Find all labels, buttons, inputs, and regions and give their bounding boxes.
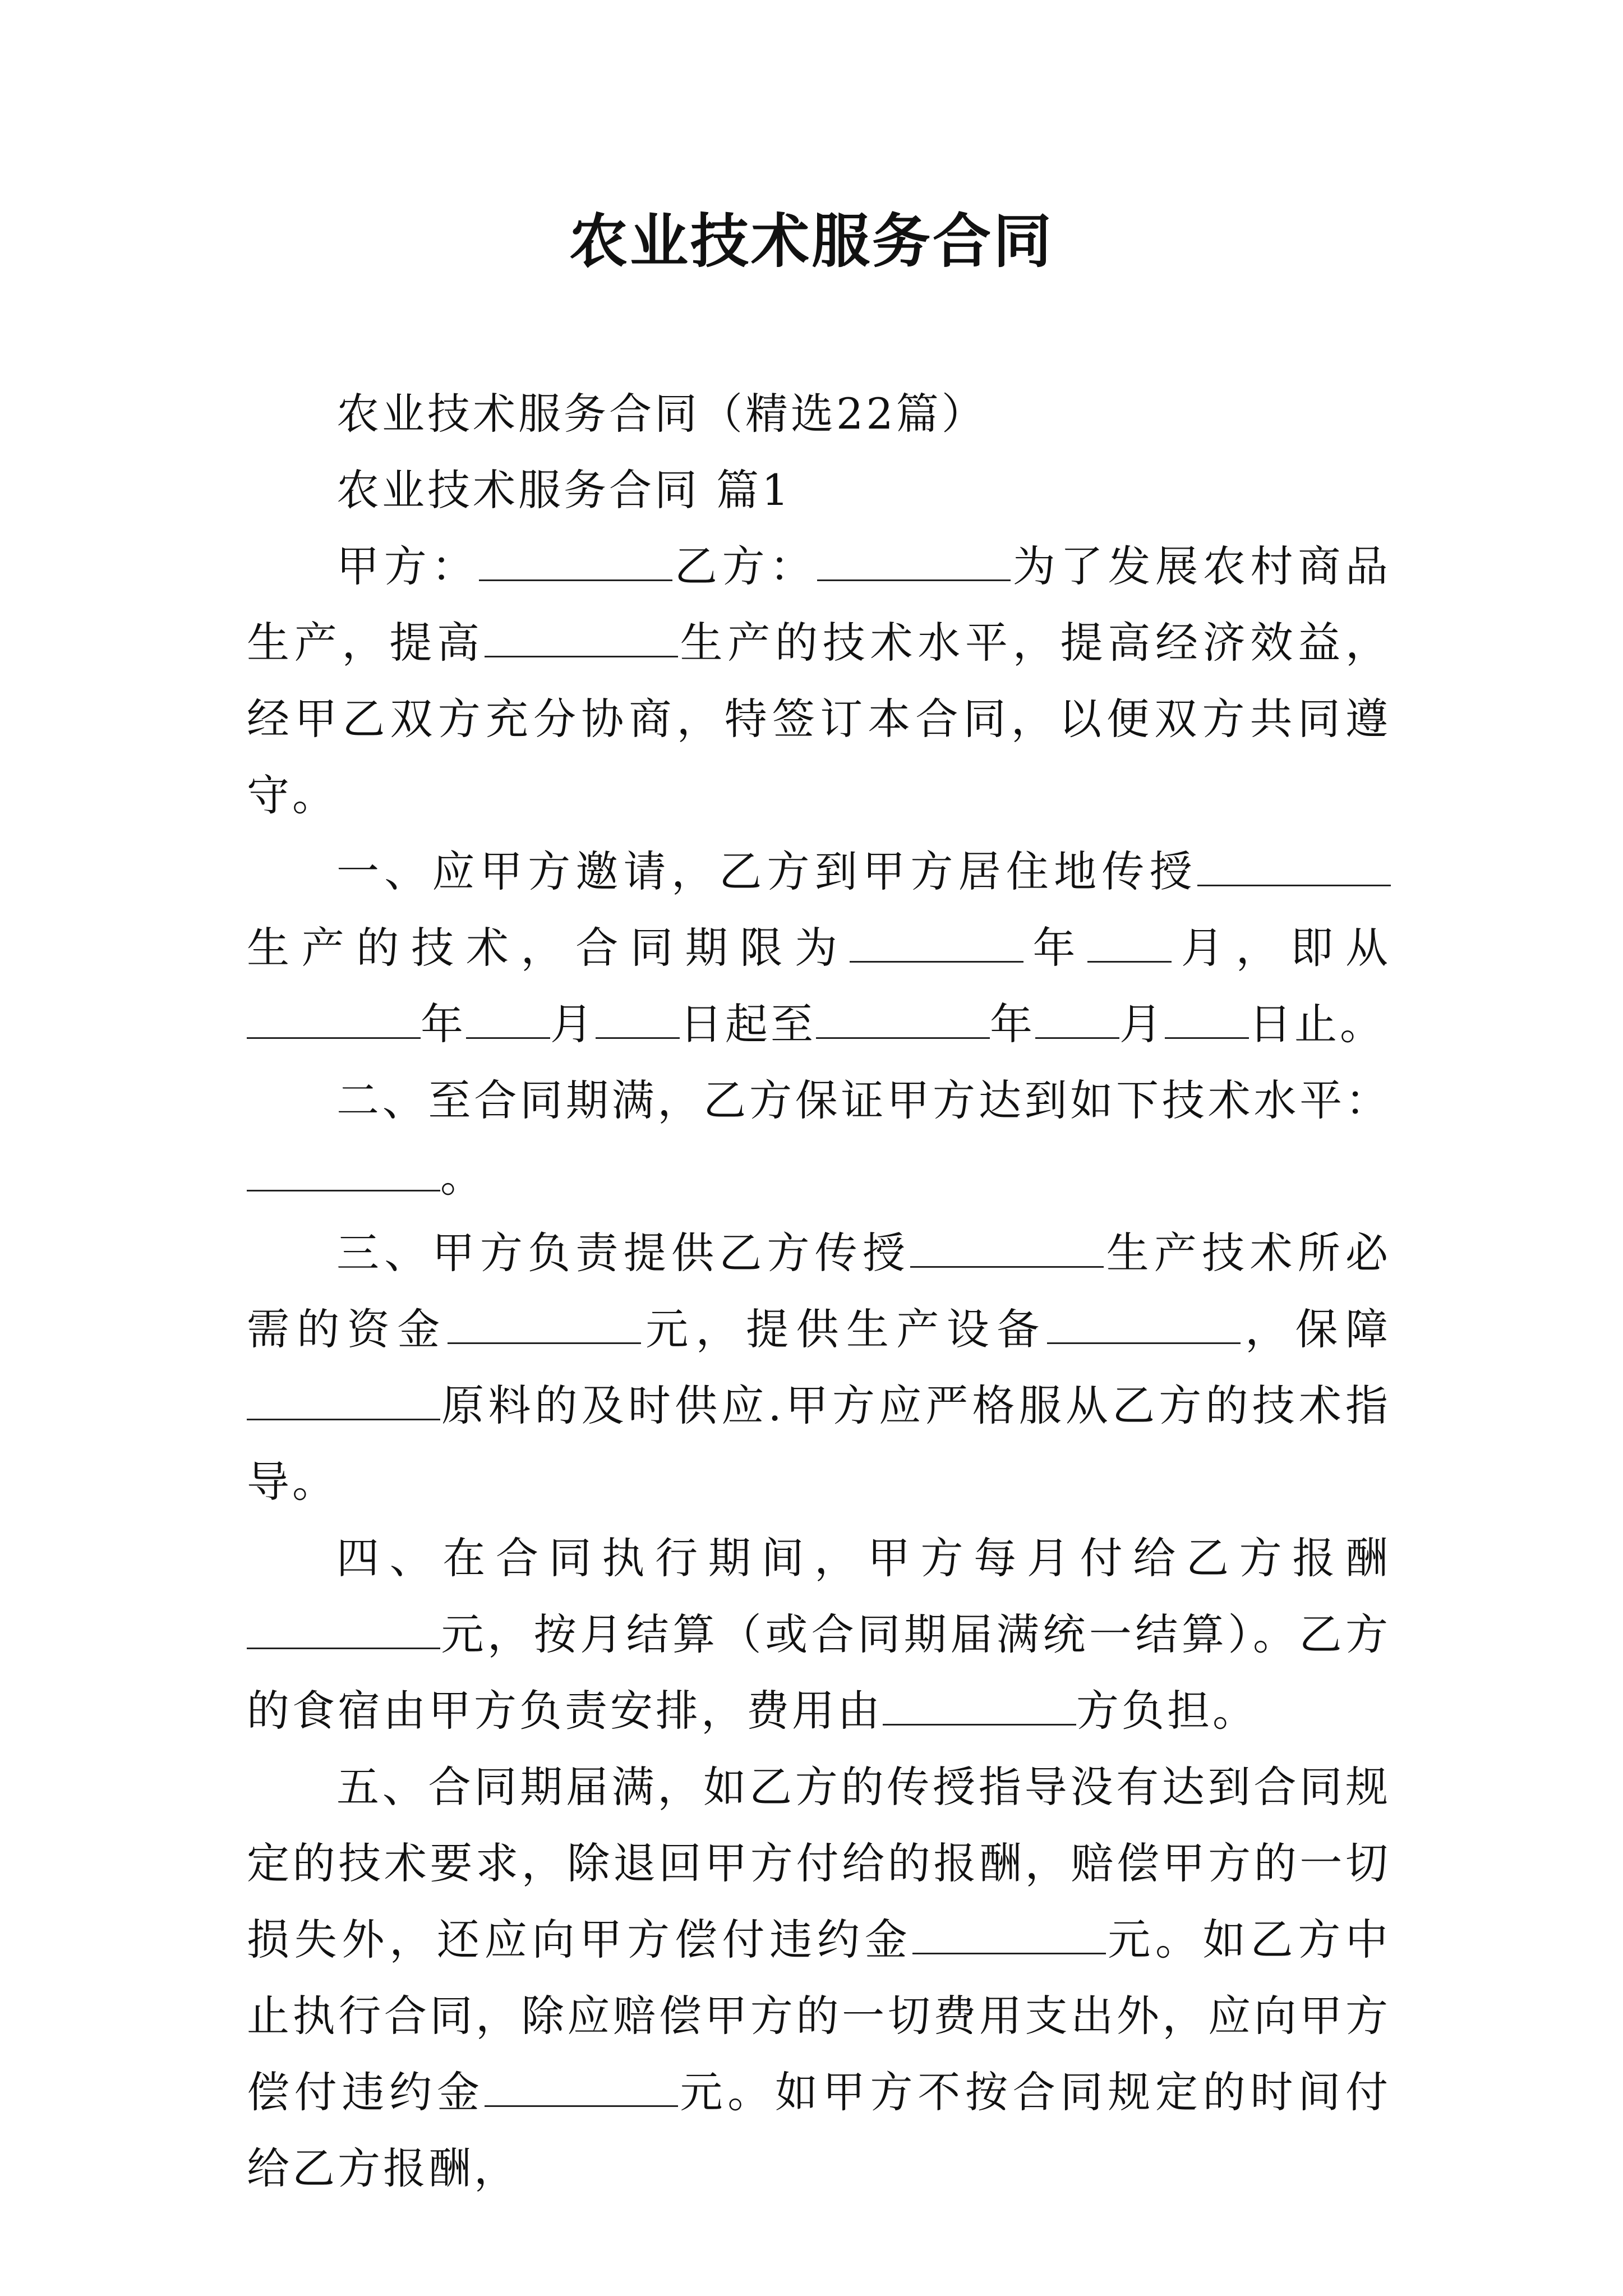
text-segment: 三、甲方负责提供乙方传授	[336, 1228, 911, 1278]
fill-blank	[596, 1004, 680, 1039]
text-segment: 生产技术所必需的资金	[247, 1228, 1391, 1354]
clause-5	[247, 1749, 1391, 2207]
fill-blank	[448, 1309, 641, 1344]
fill-blank	[247, 1385, 440, 1420]
text-segment: 为了发展农村商品生产，提高	[247, 541, 1391, 668]
text-segment: 生产的技术，合同期限为	[247, 923, 850, 973]
fill-blank	[1197, 851, 1391, 886]
text-segment: 年	[990, 999, 1035, 1049]
text-segment: 原料的及时供应.甲方应严格服从乙方的技术指导。	[247, 1381, 1391, 1507]
text-segment: 年	[421, 999, 466, 1049]
text-segment: 一、应甲方邀请，乙方到甲方居住地传授	[336, 846, 1197, 896]
fill-blank	[817, 546, 1011, 581]
text-segment: 月，即从	[1172, 923, 1391, 973]
text-segment: 。	[440, 1152, 486, 1202]
fill-blank	[850, 927, 1023, 963]
clause-4	[247, 1520, 1391, 1749]
paragraph-parties	[247, 528, 1391, 834]
fill-blank	[485, 2072, 678, 2107]
fill-blank	[1035, 1004, 1119, 1039]
text-segment: ，保障	[1240, 1304, 1391, 1354]
fill-blank	[247, 1156, 440, 1191]
text-segment: 元，按月结算（或合同期届满统一结算）。乙方的食宿由甲方负责安排，费用由	[247, 1609, 1391, 1736]
fill-blank	[816, 1004, 990, 1039]
text-segment: 甲方：	[336, 541, 479, 591]
fill-blank	[883, 1690, 1076, 1726]
fill-blank	[247, 1004, 421, 1039]
subtitle-line: 农业技术服务合同（精选22篇）	[336, 389, 987, 439]
text-segment: 年	[1023, 923, 1088, 973]
fill-blank	[247, 1614, 440, 1649]
text-segment: 二、至合同期满，乙方保证甲方达到如下技术水平：	[336, 1075, 1391, 1125]
text-segment: 生产的技术水平，提高经济效益，经甲乙双方充分协商，特签订本合同，以便双方共同遵守。	[247, 618, 1391, 820]
fill-blank	[1165, 1004, 1249, 1039]
text-segment: 元。如乙方中止执行合同，除应赔偿甲方的一切费用支出外，应向甲方偿付违约金	[247, 1915, 1391, 2117]
text-segment: 方负担。	[1076, 1686, 1258, 1736]
fill-blank	[485, 622, 678, 657]
document-title: 农业技术服务合同	[569, 206, 1054, 275]
clause-2	[247, 1062, 1391, 1215]
text-segment: 乙方：	[672, 541, 818, 591]
clause-1	[247, 834, 1391, 1062]
fill-blank	[1087, 927, 1172, 963]
section-heading: 农业技术服务合同 篇1	[336, 465, 792, 515]
text-segment: 元，提供生产设备	[640, 1304, 1047, 1354]
text-segment: 月	[550, 999, 596, 1049]
text-segment: 日起至	[680, 999, 816, 1049]
text-segment: 五、合同期届满，如乙方的传授指导没有达到合同规定的技术要求，除退回甲方付给的报酬，赔偿甲方的一切损失外，还应向甲方偿付违约金	[247, 1762, 1391, 1964]
clause-3	[247, 1215, 1391, 1520]
text-segment: 元。如甲方不按合同规定的时间付给乙方报酬，	[247, 2067, 1391, 2193]
text-segment: 日止。	[1249, 999, 1385, 1049]
fill-blank	[479, 546, 672, 581]
document-body	[247, 376, 1391, 2207]
fill-blank	[466, 1004, 550, 1039]
fill-blank	[910, 1232, 1104, 1268]
text-segment: 四、在合同执行期间，甲方每月付给乙方报酬	[336, 1533, 1391, 1583]
text-segment: 月	[1119, 999, 1165, 1049]
fill-blank	[1047, 1309, 1241, 1344]
fill-blank	[912, 1919, 1106, 1954]
